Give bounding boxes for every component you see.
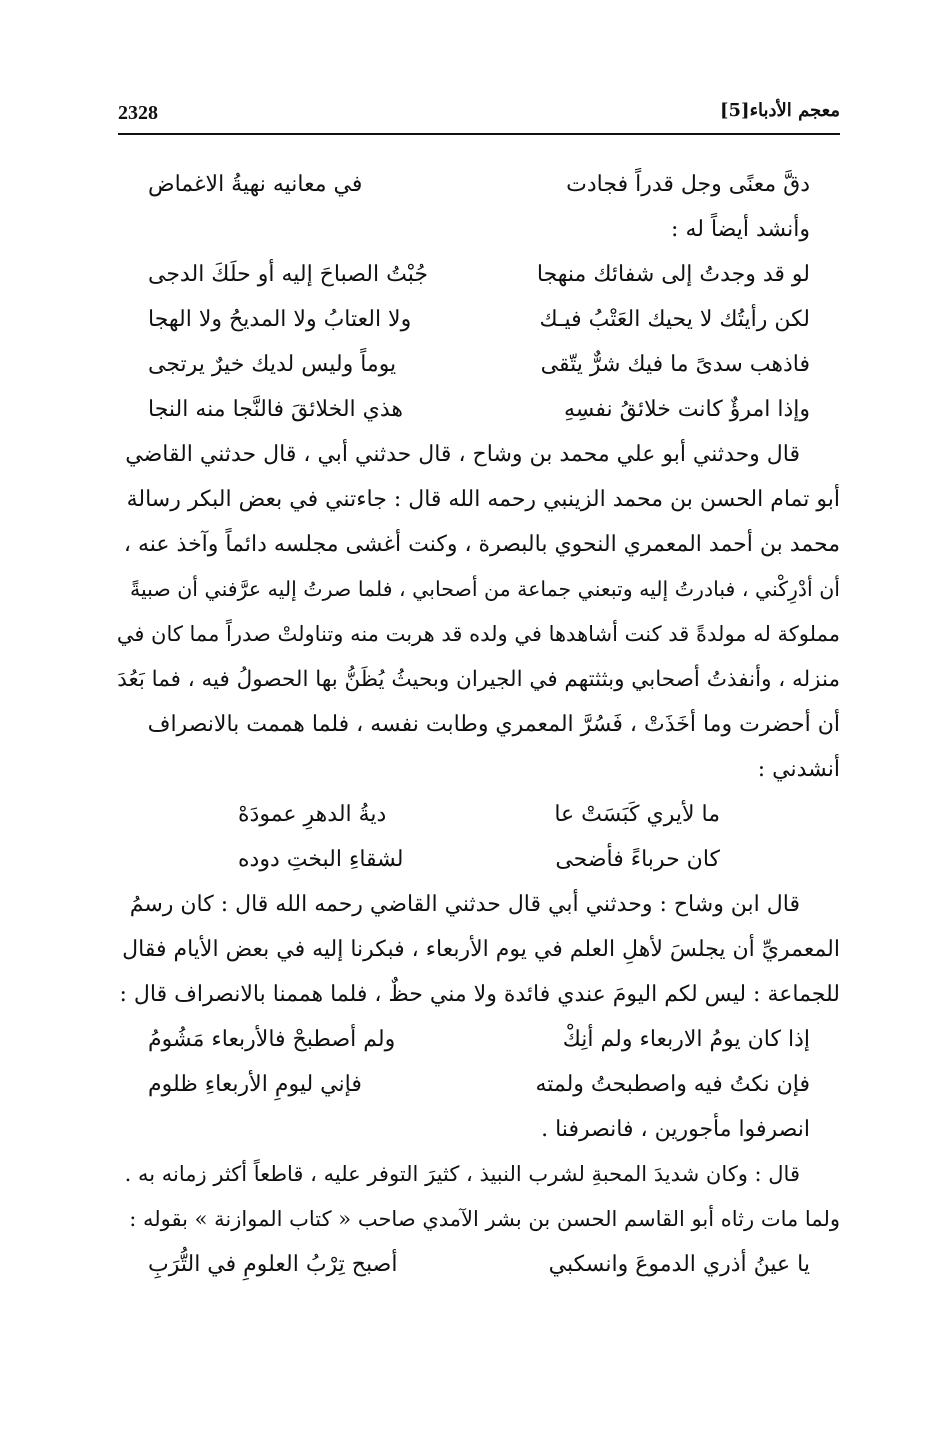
text-line: أنشدني : xyxy=(757,757,840,782)
verse-line xyxy=(148,252,810,297)
text-line: للجماعة : ليس لكم اليومَ عندي فائدة ولا مني حظٌ ، فلما هممنا بالانصراف قال : xyxy=(119,982,840,1007)
second-hemistich: ولم أصطبحْ فالأربعاء مَشُومُ xyxy=(148,1027,396,1052)
verse-line xyxy=(148,1017,810,1062)
first-hemistich: ما لأيري كَبَسَتْ عا xyxy=(554,802,720,827)
text-line: محمد بن أحمد المعمري النحوي بالبصرة ، وكنت أغشى مجلسه دائماً وآخذ عنه ، xyxy=(123,532,840,557)
first-hemistich: إذا كان يومُ الاربعاء ولم أنِكْ xyxy=(562,1027,810,1052)
verse-line xyxy=(148,162,810,207)
first-hemistich: لكن رأيتُك لا يحيك العَتْبُ فيـك xyxy=(539,307,810,332)
verse-line xyxy=(148,342,810,387)
text-line-content: قال : وكان شديدَ المحبةِ لشرب النبيذ ، كثيرَ التوفر عليه ، قاطعاً أكثر زمانه به . xyxy=(124,1162,800,1186)
verse-line xyxy=(238,837,720,882)
running-title: معجم الأدباء[5] xyxy=(719,100,840,121)
first-hemistich: لو قد وجدتُ إلى شفائك منهجا xyxy=(536,262,810,287)
first-hemistich: يا عينُ أذري الدموعَ وانسكبي xyxy=(548,1252,810,1277)
text-line: أن أحضرت وما أخَذَتْ ، فَسُرَّ المعمري وطابت نفسه ، فلما هممت بالانصراف xyxy=(147,712,840,737)
text-line xyxy=(118,1152,840,1197)
first-hemistich: فاذهب سدىً ما فيك شرٌّ يتّقى xyxy=(540,352,810,377)
header-rule xyxy=(118,133,840,135)
first-hemistich: كان حرباءً فأضحى xyxy=(555,847,720,872)
prose-paragraph xyxy=(118,1152,840,1242)
verse-intro: وأنشد أيضاً له : xyxy=(671,217,810,242)
verse-closing: انصرفوا مأجورين ، فانصرفنا . xyxy=(541,1117,810,1142)
text-line: أن أدْرِكْني ، فبادرتُ إليه وتبعني جماعة من أصحابي ، فلما صرتُ إليه عرَّفني أن صبيةً xyxy=(129,577,840,601)
text-line xyxy=(118,882,840,927)
second-hemistich: ولا العتابُ ولا المديحُ ولا الهجا xyxy=(148,307,412,332)
first-hemistich: وإذا امرؤٌ كانت خلائقُ نفسِهِ xyxy=(563,397,810,422)
poem-block xyxy=(118,1017,840,1107)
text-line xyxy=(118,432,840,477)
first-hemistich: دقَّ معنًى وجل قدراً فجادت xyxy=(566,172,810,197)
verse-line xyxy=(238,792,720,837)
poem-block xyxy=(118,792,840,882)
text-line: ولما مات رثاه أبو القاسم الحسن بن بشر الآمدي صاحب « كتاب الموازنة » بقوله : xyxy=(129,1207,840,1231)
page-header xyxy=(118,100,840,130)
first-hemistich: فإن نكتُ فيه واصطبحتُ ولمته xyxy=(535,1072,810,1097)
second-hemistich: أصبح تِرْبُ العلومِ في التُّرَبِ xyxy=(148,1252,398,1277)
text-line-content: قال وحدثني أبو علي محمد بن وشاح ، قال حدثني أبي ، قال حدثني القاضي xyxy=(125,442,800,467)
second-hemistich: هذي الخلائقَ فالنَّجا منه النجا xyxy=(148,397,403,422)
second-hemistich: يوماً وليس لديك خيرٌ يرتجى xyxy=(148,352,397,377)
verse-line xyxy=(148,1242,810,1287)
second-hemistich: جُبْتُ الصباحَ إليه أو حلَكَ الدجى xyxy=(148,262,428,287)
text-line: منزله ، وأنفذتُ أصحابي وبثثتهم في الجيران وبحيثُ يُظَنُّ بها الحصولُ فيه ، فما بَعُدَ xyxy=(117,667,840,692)
text-line-content: قال ابن وشاح : وحدثني أبي قال حدثني القاضي رحمه الله قال : كان رسمُ xyxy=(129,892,800,917)
page-body xyxy=(118,162,840,1287)
page-number: 2328 xyxy=(118,102,158,124)
text-line: أبو تمام الحسن بن محمد الزينبي رحمه الله قال : جاءتني في بعض البكر رسالة xyxy=(126,487,840,512)
text-line: مملوكة له مولدةً قد كنت أشاهدها في ولده قد هربت منه وتناولتْ صدراً مما كان في xyxy=(116,622,840,646)
text-line: المعمريِّ أن يجلسَ لأهلِ العلم في يوم الأربعاء ، فبكرنا إليه في بعض الأيام فقال xyxy=(122,937,840,962)
poem-block xyxy=(118,252,840,432)
prose-paragraph xyxy=(118,882,840,1017)
verse-line xyxy=(148,297,810,342)
verse-line xyxy=(148,387,810,432)
second-hemistich: لشقاءِ البختِ دوده xyxy=(238,847,404,872)
prose-paragraph xyxy=(118,432,840,792)
second-hemistich: ديةُ الدهرِ عمودَهْ xyxy=(238,802,387,827)
second-hemistich: فإني ليومِ الأربعاءِ ظلوم xyxy=(148,1072,362,1097)
verse-line xyxy=(148,1062,810,1107)
second-hemistich: في معانيه نهيةُ الاغماض xyxy=(148,172,363,197)
